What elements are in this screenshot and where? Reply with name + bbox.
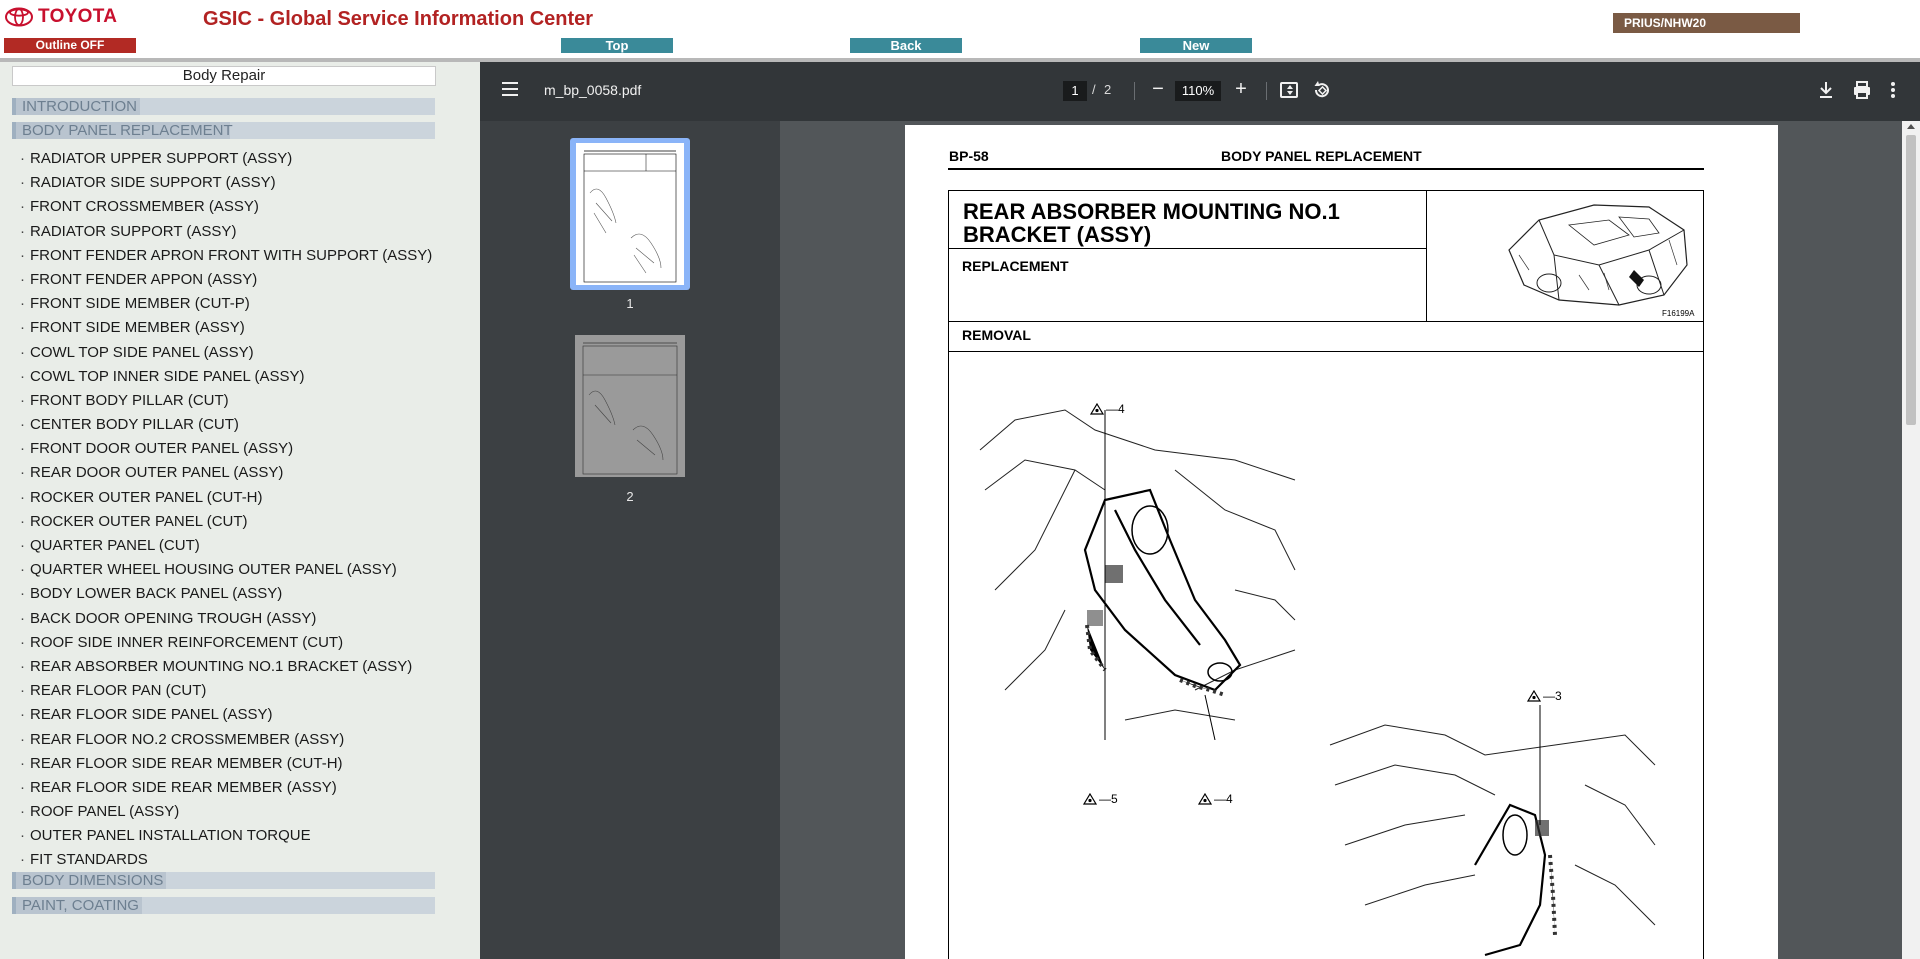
sidebar-menu-item[interactable] [20, 222, 432, 246]
more-options-icon[interactable] [1885, 79, 1901, 101]
bullet-icon: · [20, 682, 25, 700]
sidebar-menu-item[interactable] [20, 318, 432, 342]
bullet-icon: · [20, 633, 25, 651]
bullet-icon: · [20, 537, 25, 554]
sidebar-menu-item-label: RADIATOR SUPPORT (ASSY) [30, 222, 237, 240]
document-title [963, 200, 1340, 246]
sidebar-menu-item[interactable] [20, 439, 432, 463]
bracket-illustration-lower [1325, 705, 1665, 959]
sidebar [0, 62, 480, 959]
sidebar-menu-item-label: REAR FLOOR PAN (CUT) [30, 682, 207, 700]
rotate-icon[interactable] [1311, 79, 1333, 101]
document-title-line1: REAR ABSORBER MOUNTING NO.1 [963, 199, 1340, 224]
sidebar-menu-item[interactable] [20, 463, 432, 487]
bullet-icon: · [20, 706, 25, 724]
brand-name: TOYOTA [38, 6, 118, 27]
callout-label: —5 [1099, 792, 1118, 806]
sidebar-menu-item-label: QUARTER WHEEL HOUSING OUTER PANEL (ASSY) [30, 561, 397, 579]
bullet-icon: · [20, 464, 25, 482]
sidebar-menu-item[interactable] [20, 246, 432, 270]
bullet-icon: · [20, 198, 25, 216]
title-divider-vertical [1426, 190, 1427, 322]
zoom-out-icon[interactable]: − [1152, 78, 1164, 100]
menu-icon[interactable] [502, 82, 520, 98]
car-body-illustration [1499, 195, 1694, 315]
bullet-icon: · [20, 488, 25, 506]
back-button[interactable]: Back [850, 38, 962, 53]
section-divider [948, 321, 1704, 322]
document-heading: BODY PANEL REPLACEMENT [1221, 148, 1422, 164]
toyota-logo [4, 6, 117, 28]
sidebar-menu-item-label: FRONT FENDER APPON (ASSY) [30, 270, 258, 288]
print-icon[interactable] [1851, 79, 1873, 101]
sidebar-menu-item[interactable] [20, 512, 432, 536]
toyota-emblem-icon [4, 7, 34, 27]
sidebar-menu-item[interactable] [20, 343, 432, 367]
fit-page-icon[interactable] [1280, 82, 1298, 98]
sidebar-menu-item-label: FRONT SIDE MEMBER (CUT-P) [30, 295, 250, 313]
document-title-line2: BRACKET (ASSY) [963, 222, 1152, 247]
sidebar-menu-item-label: ROCKER OUTER PANEL (CUT-H) [30, 488, 263, 506]
new-button[interactable]: New [1140, 38, 1252, 53]
bullet-icon: · [20, 319, 25, 337]
bullet-icon: · [20, 512, 25, 530]
sidebar-menu-item[interactable] [20, 270, 432, 294]
sidebar-menu-item-label: REAR ABSORBER MOUNTING NO.1 BRACKET (ASSY) [30, 657, 413, 675]
thumbnail-pane [480, 121, 780, 959]
sidebar-menu-item-label: RADIATOR SIDE SUPPORT (ASSY) [30, 174, 276, 192]
category-label: PAINT, COATING [22, 897, 139, 914]
sidebar-menu-item[interactable] [20, 657, 432, 681]
sidebar-menu-item-label: FIT STANDARDS [30, 851, 148, 869]
heading-rule [948, 168, 1704, 170]
download-icon[interactable] [1815, 79, 1837, 101]
pdf-filename: m_bp_0058.pdf [544, 82, 642, 98]
page-separator: / [1092, 82, 1096, 97]
sidebar-menu-item-label: FRONT BODY PILLAR (CUT) [30, 391, 229, 409]
section-title: Body Repair [12, 66, 436, 86]
document-code: BP-58 [949, 148, 989, 164]
document-area [780, 121, 1920, 959]
callout-label: —4 [1214, 792, 1233, 806]
thumbnail-page-2[interactable] [575, 335, 685, 511]
section-removal: REMOVAL [962, 327, 1031, 343]
pdf-page [905, 125, 1778, 959]
outline-toggle-button[interactable]: Outline OFF [4, 38, 136, 53]
callout-label: —4 [1106, 402, 1125, 416]
sidebar-menu-item-label: COWL TOP INNER SIDE PANEL (ASSY) [30, 367, 305, 385]
sidebar-menu-item-label: OUTER PANEL INSTALLATION TORQUE [30, 827, 311, 845]
sidebar-menu-item-label: REAR FLOOR NO.2 CROSSMEMBER (ASSY) [30, 730, 345, 748]
sidebar-menu-item-label: ROOF PANEL (ASSY) [30, 803, 180, 821]
sidebar-menu-item[interactable] [20, 584, 432, 608]
bullet-icon: · [20, 803, 25, 821]
sidebar-menu-item[interactable] [20, 778, 432, 802]
bullet-icon: · [20, 609, 25, 627]
callout-label: —3 [1543, 689, 1562, 703]
sidebar-menu-item[interactable] [20, 415, 432, 439]
category-label: BODY PANEL REPLACEMENT [22, 122, 233, 139]
bullet-icon: · [20, 246, 25, 264]
sidebar-menu-item-label: BACK DOOR OPENING TROUGH (ASSY) [30, 609, 317, 627]
sidebar-menu-item-label: BODY LOWER BACK PANEL (ASSY) [30, 585, 283, 603]
sidebar-menu-item[interactable] [20, 173, 432, 197]
sidebar-menu-item[interactable] [20, 488, 432, 512]
category-body-panel-replacement[interactable] [12, 122, 435, 139]
toolbar-divider [1134, 82, 1135, 100]
pdf-viewer [480, 62, 1920, 959]
category-label: BODY DIMENSIONS [22, 872, 164, 889]
title-divider [948, 248, 1427, 249]
toolbar-divider [1266, 82, 1267, 100]
weld-symbol-icon [1527, 690, 1541, 702]
sidebar-menu-item-label: RADIATOR UPPER SUPPORT (ASSY) [30, 150, 293, 167]
bullet-icon: · [20, 295, 25, 313]
category-body-dimensions[interactable] [12, 872, 435, 889]
zoom-in-icon[interactable]: + [1235, 78, 1247, 100]
sidebar-menu-item[interactable] [20, 609, 432, 633]
section-replacement: REPLACEMENT [962, 258, 1069, 274]
bullet-icon: · [20, 222, 25, 240]
sidebar-menu-item[interactable] [20, 705, 432, 729]
thumbnail-label: 1 [626, 296, 634, 311]
vehicle-badge: PRIUS/NHW20 [1613, 13, 1800, 33]
vertical-scrollbar[interactable] [1902, 121, 1920, 959]
category-label: INTRODUCTION [22, 98, 137, 115]
sidebar-menu-item[interactable] [20, 681, 432, 705]
sidebar-menu-item[interactable] [20, 754, 432, 778]
header [0, 0, 1920, 60]
sidebar-menu-item[interactable] [20, 294, 432, 318]
sidebar-menu-item[interactable] [20, 391, 432, 415]
sidebar-menu-item-label: REAR DOOR OUTER PANEL (ASSY) [30, 464, 284, 482]
bullet-icon: · [20, 416, 25, 434]
sidebar-menu-item-label: FRONT DOOR OUTER PANEL (ASSY) [30, 440, 294, 458]
bullet-icon: · [20, 657, 25, 675]
site-title: GSIC - Global Service Information Center [203, 8, 594, 30]
bullet-icon: · [20, 778, 25, 796]
top-button[interactable]: Top [561, 38, 673, 53]
bullet-icon: · [20, 150, 25, 167]
page-number-input[interactable]: 1 [1063, 81, 1087, 101]
bullet-icon: · [20, 440, 25, 458]
bullet-icon: · [20, 827, 25, 845]
weld-symbol-icon [1198, 793, 1212, 805]
sidebar-menu-item[interactable] [20, 149, 432, 173]
sidebar-menu-item-label: COWL TOP SIDE PANEL (ASSY) [30, 343, 254, 361]
scrollbar-thumb[interactable] [1906, 135, 1916, 425]
sidebar-menu-item[interactable] [20, 633, 432, 657]
thumbnail-image [575, 335, 685, 477]
category-introduction[interactable] [12, 98, 435, 115]
sidebar-menu-item[interactable] [20, 197, 432, 221]
sidebar-menu-item[interactable] [20, 850, 432, 874]
body-panel-menu [20, 149, 432, 875]
bullet-icon: · [20, 851, 25, 869]
bullet-icon: · [20, 343, 25, 361]
bullet-icon: · [20, 270, 25, 288]
weld-symbol-icon [1090, 403, 1104, 415]
weld-symbol-icon [1083, 793, 1097, 805]
pdf-toolbar [480, 62, 1920, 121]
bullet-icon: · [20, 367, 25, 385]
sidebar-menu-item-label: FRONT FENDER APRON FRONT WITH SUPPORT (ASSY) [30, 246, 433, 264]
page-total: 2 [1104, 82, 1112, 97]
scroll-up-arrow-icon[interactable] [1907, 124, 1915, 129]
sidebar-menu-item-label: ROCKER OUTER PANEL (CUT) [30, 512, 248, 530]
section-divider [948, 351, 1704, 352]
bullet-icon: · [20, 561, 25, 579]
sidebar-menu-item-label: ROOF SIDE INNER REINFORCEMENT (CUT) [30, 633, 344, 651]
sidebar-menu-item[interactable] [20, 536, 432, 560]
bullet-icon: · [20, 174, 25, 192]
sidebar-menu-item-label: REAR FLOOR SIDE REAR MEMBER (ASSY) [30, 778, 337, 796]
bullet-icon: · [20, 391, 25, 409]
sidebar-menu-item[interactable] [20, 367, 432, 391]
sidebar-menu-item-label: FRONT CROSSMEMBER (ASSY) [30, 198, 259, 216]
sidebar-menu-item-label: CENTER BODY PILLAR (CUT) [30, 416, 239, 434]
sidebar-menu-item[interactable] [20, 730, 432, 754]
thumbnail-page-1[interactable] [570, 138, 690, 314]
thumbnail-label: 2 [626, 489, 634, 504]
bullet-icon: · [20, 754, 25, 772]
thumbnail-image [576, 143, 684, 285]
sidebar-menu-item-label: REAR FLOOR SIDE PANEL (ASSY) [30, 706, 273, 724]
sidebar-menu-item[interactable] [20, 560, 432, 584]
sidebar-menu-item[interactable] [20, 826, 432, 850]
sidebar-menu-item-label: FRONT SIDE MEMBER (ASSY) [30, 319, 245, 337]
bullet-icon: · [20, 585, 25, 603]
category-paint-coating[interactable] [12, 897, 435, 914]
sidebar-menu-item-label: QUARTER PANEL (CUT) [30, 537, 200, 554]
bullet-icon: · [20, 730, 25, 748]
sidebar-menu-item[interactable] [20, 802, 432, 826]
sidebar-menu-item-label: REAR FLOOR SIDE REAR MEMBER (CUT-H) [30, 754, 343, 772]
zoom-input[interactable]: 110% [1175, 81, 1221, 101]
bracket-illustration-upper [975, 390, 1305, 740]
figure-id: F16199A [1662, 309, 1695, 318]
